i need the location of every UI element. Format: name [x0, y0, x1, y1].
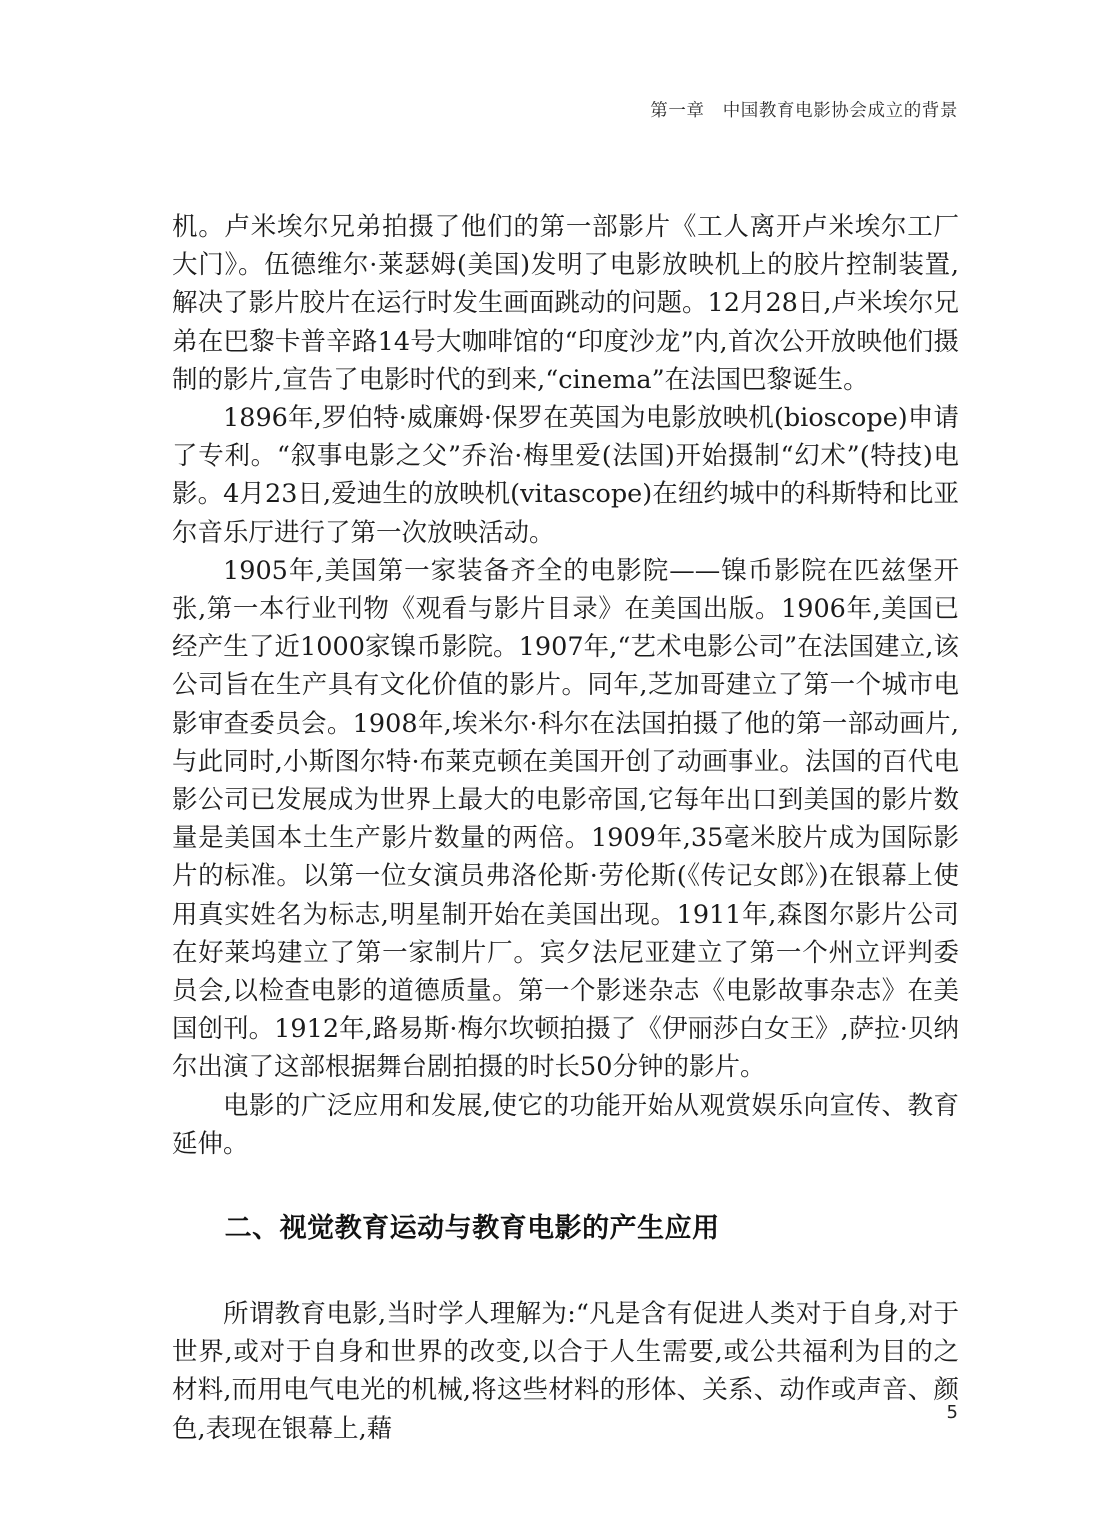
- text-column: [172, 208, 959, 1448]
- heading-spacer-above: [172, 1163, 959, 1210]
- page-number: 5: [946, 1402, 958, 1423]
- paragraph-1896: 1896年,罗伯特·威廉姆·保罗在英国为电影放映机(bioscope)申请了专利。“叙事电影之父”乔治·梅里爱(法国)开始摄制“幻术”(特技)电影。4月23日,爱迪生的放映机(vitascope)在纽约城中的科斯特和比亚尔音乐厅进行了第一次放映活动。: [172, 403, 959, 548]
- paragraph-continued-lumiere: 机。卢米埃尔兄弟拍摄了他们的第一部影片《工人离开卢米埃尔工厂大门》。伍德维尔·莱瑟姆(美国)发明了电影放映机上的胶片控制装置,解决了影片胶片在运行时发生画面跳动的问题。12月28日,卢米埃尔兄弟在巴黎卡普辛路14号大咖啡馆的“印度沙龙”内,首次公开放映他们摄制的影片,宣告了电影时代的到来,“cinema”在法国巴黎诞生。: [172, 212, 960, 395]
- section-heading-two: 二、视觉教育运动与教育电影的产生应用: [224, 1213, 720, 1245]
- running-header: 第一章 中国教育电影协会成立的背景: [650, 101, 958, 121]
- heading-spacer-below: [172, 1248, 959, 1295]
- paragraph-1905-1912: 1905年,美国第一家装备齐全的电影院——镍币影院在匹兹堡开张,第一本行业刊物《观看与影片目录》在美国出版。1906年,美国已经产生了近1000家镍币影院。1907年,“艺术电影公司”在法国建立,该公司旨在生产具有文化价值的影片。同年,芝加哥建立了第一个城市电影审查委员会。1908年,埃米尔·科尔在法国拍摄了他的第一部动画片,与此同时,小斯图尔特·布莱克顿在美国开创了动画事业。法国的百代电影公司已发展成为世界上最大的电影帝国,它每年出口到美国的影片数量是美国本土生产影片数量的两倍。1909年,35毫米胶片成为国际影片的标准。以第一位女演员弗洛伦斯·劳伦斯(《传记女郎》)在银幕上使用真实姓名为标志,明星制开始在美国出现。1911年,森图尔影片公司在好莱坞建立了第一家制片厂。宾夕法尼亚建立了第一个州立评判委员会,以检查电影的道德质量。第一个影迷杂志《电影故事杂志》在美国创刊。1912年,路易斯·梅尔坎顿拍摄了《伊丽莎白女王》,萨拉·贝纳尔出演了这部根据舞台剧拍摄的时长50分钟的影片。: [172, 555, 959, 1083]
- paragraph-definition-quote: 所谓教育电影,当时学人理解为:“凡是含有促进人类对于自身,对于世界,或对于自身和世界的改变,以合于人生需要,或公共福利为目的之材料,而用电气电光的机械,将这些材料的形体、关系、动作或声音、颜色,表现在银幕上,藉: [172, 1299, 959, 1444]
- paragraph-film-expansion: 电影的广泛应用和发展,使它的功能开始从观赏娱乐向宣传、教育延伸。: [172, 1090, 959, 1159]
